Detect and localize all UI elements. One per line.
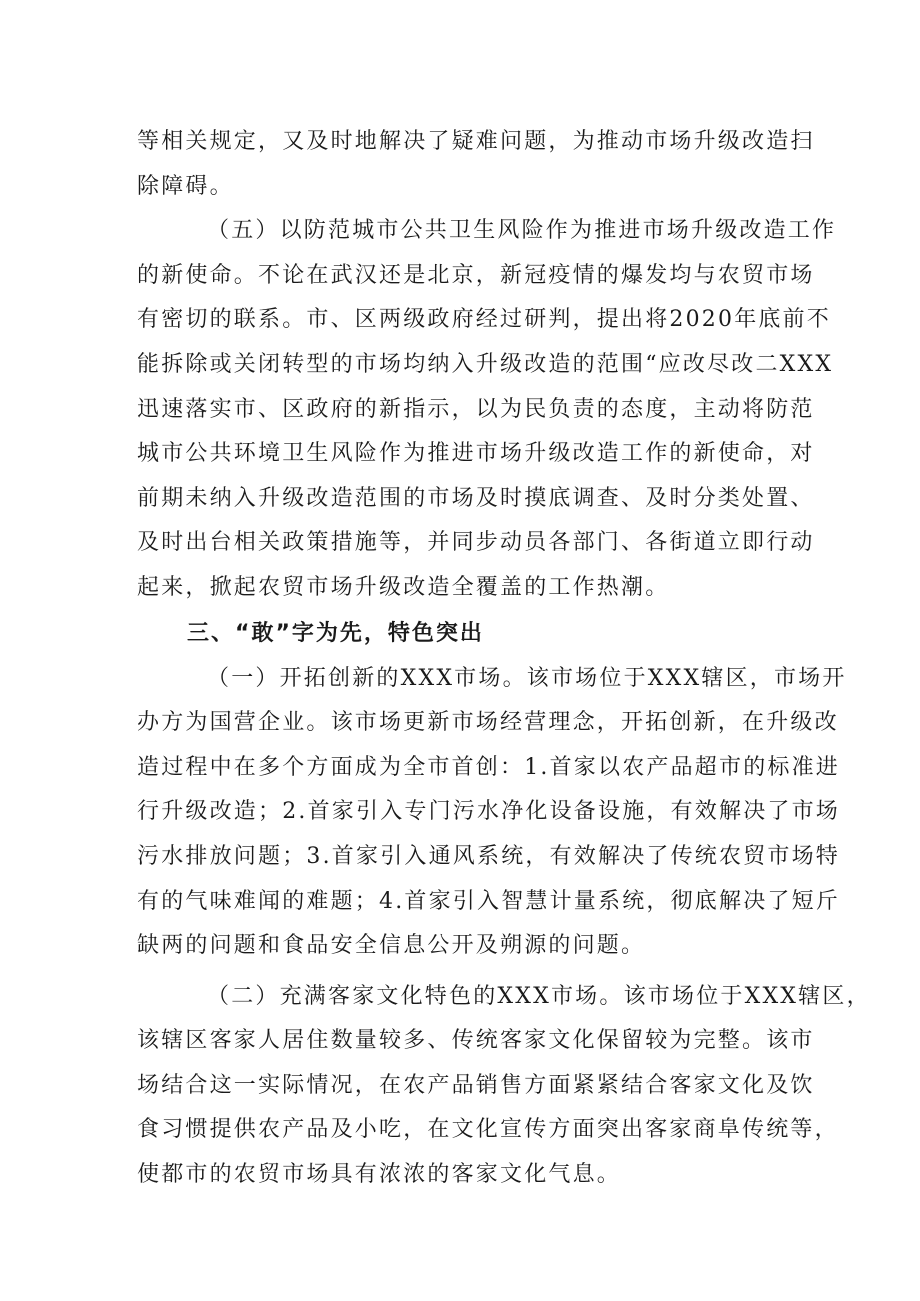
text-line: 迅速落实市、区政府的新指示，以为民负责的态度，主动将防范: [137, 396, 815, 422]
paragraph-innovation-market: [137, 657, 847, 969]
text-line: 除障碍。: [137, 173, 234, 199]
text-line: 及时出台相关政策措施等，并同步动员各部门、各街道立即行动: [137, 530, 815, 556]
paragraph-regulations: [137, 120, 815, 209]
text-line: 办方为国营企业。该市场更新市场经营理念，开拓创新，在升级改: [137, 710, 839, 736]
text-line: 缺两的问题和食品安全信息公开及朔源的问题。: [137, 933, 646, 959]
paragraph-public-health: [137, 209, 837, 610]
text-line: 食习惯提供农产品及小吃，在文化宣传方面突出客家商阜传统等，: [137, 1117, 839, 1143]
section-heading: 三、“敢”字为先，特色突出: [187, 620, 484, 646]
text-line: 城市公共环境卫生风险作为推进市场升级改造工作的新使命，对: [137, 441, 815, 467]
text-line: 的新使命。不论在武汉还是北京，新冠疫情的爆发均与农贸市场: [137, 262, 815, 288]
paragraph-hakka-market: [137, 975, 871, 1198]
document-page: [137, 120, 871, 1198]
text-line: 造过程中在多个方面成为全市首创：1.首家以农产品超市的标准进: [137, 754, 840, 780]
text-line: 前期未纳入升级改造范围的市场及时摸底调查、及时分类处置、: [137, 485, 815, 511]
text-line: 起来，掀起农贸市场升级改造全覆盖的工作热潮。: [137, 574, 670, 600]
text-line: 该辖区客家人居住数量较多、传统客家文化保留较为完整。该市: [137, 1028, 815, 1054]
text-line: （五）以防范城市公共卫生风险作为推进市场升级改造工作: [207, 218, 837, 244]
text-line: 污水排放问题；3.首家引入通风系统，有效解决了传统农贸市场特: [137, 843, 840, 869]
text-line: 等相关规定，又及时地解决了疑难问题，为推动市场升级改造扫: [137, 129, 815, 154]
text-line: （二）充满客家文化特色的XXX市场。该市场位于XXX辖区，: [207, 983, 871, 1009]
text-line: 场结合这一实际情况，在农产品销售方面紧紧结合客家文化及饮: [137, 1072, 815, 1098]
text-line: 能拆除或关闭转型的市场均纳入升级改造的范围“应改尽改二XXX: [137, 351, 834, 377]
text-line: 使都市的农贸市场具有浓浓的客家文化气息。: [137, 1162, 622, 1188]
text-line: 有的气味难闻的难题；4.首家引入智慧计量系统，彻底解决了短斤: [137, 888, 840, 914]
text-line: 行升级改造；2.首家引入专门污水净化设备设施，有效解决了市场: [137, 799, 840, 825]
text-line: 有密切的联系。市、区两级政府经过研判，提出将2020年底前不: [137, 307, 831, 333]
text-line: （一）开拓创新的XXX市场。该市场位于XXX辖区，市场开: [207, 665, 847, 691]
